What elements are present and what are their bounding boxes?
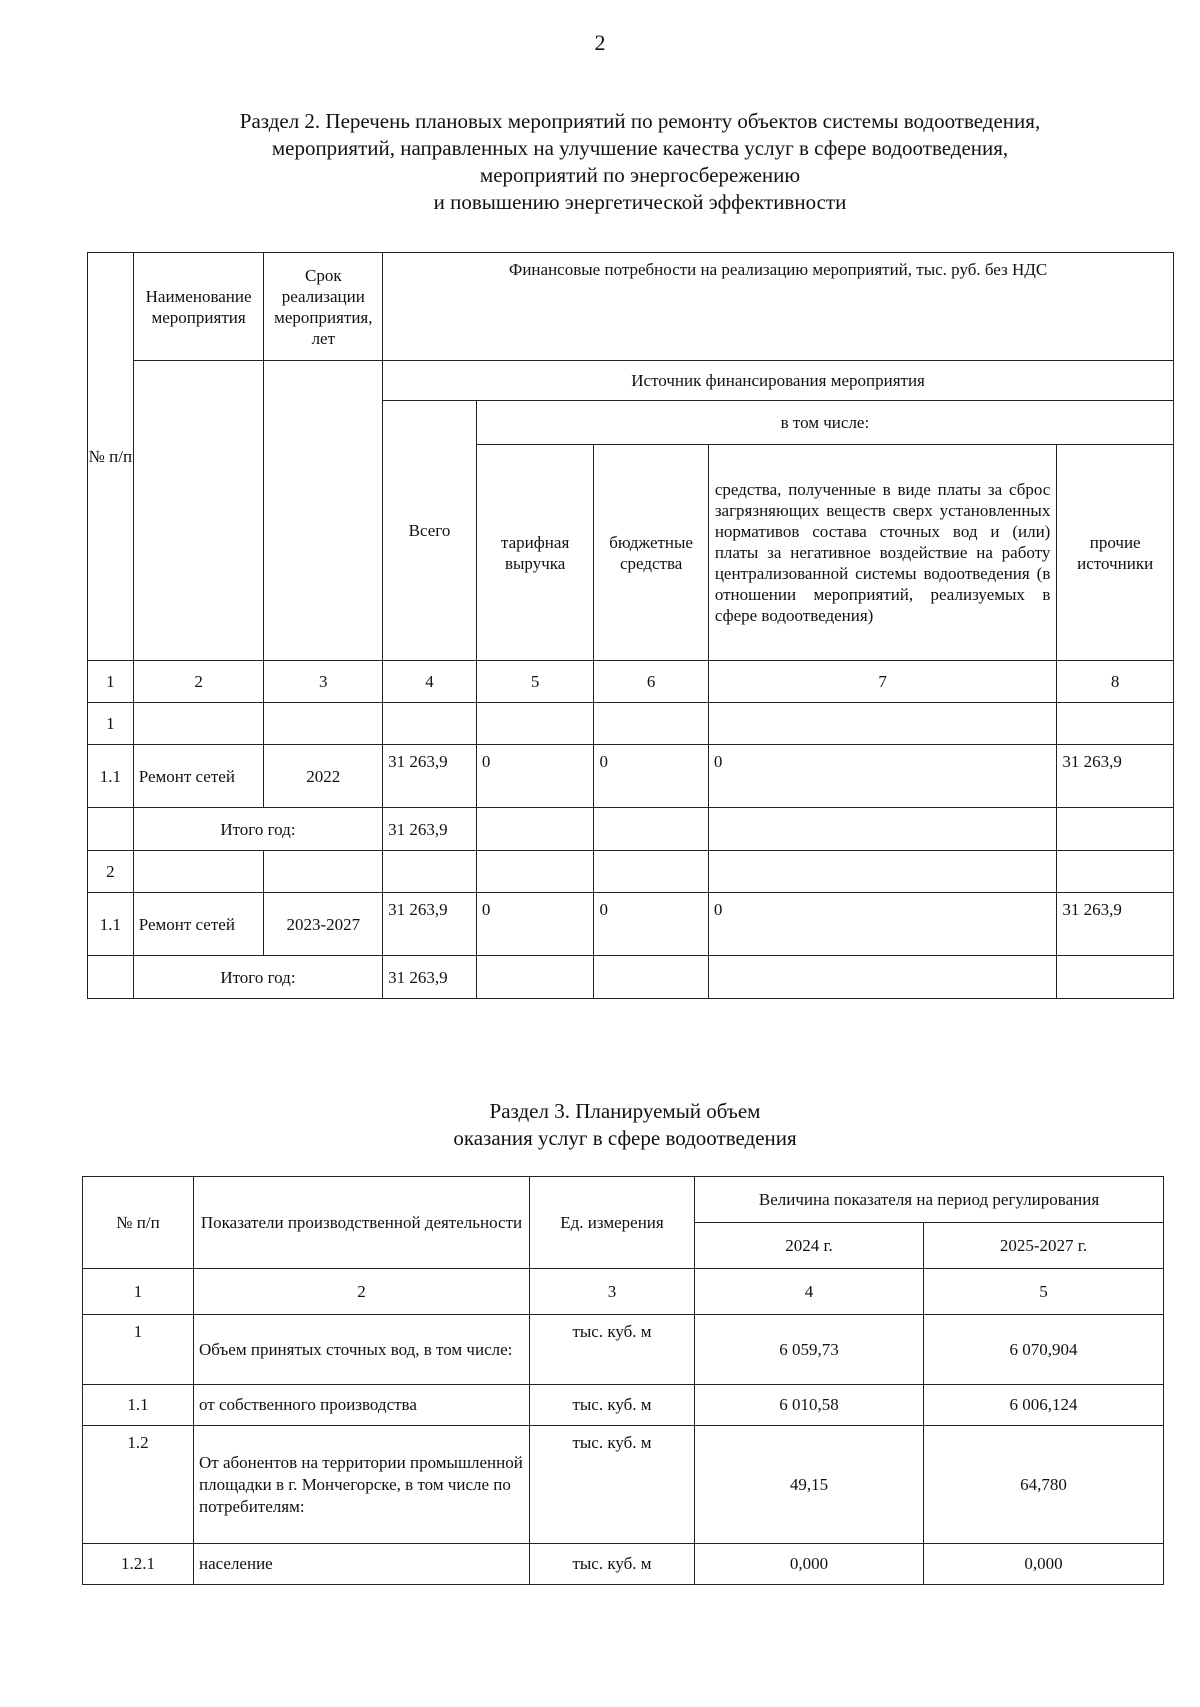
row-total: 31 263,9 (383, 893, 477, 956)
row-value-2024: 6 010,58 (695, 1385, 924, 1426)
row-tariff: 0 (476, 893, 594, 956)
header-unit: Ед. измерения (530, 1177, 695, 1269)
header-other: прочие источники (1057, 445, 1174, 661)
row-name: От абонентов на территории промышленной площадки в г. Мончегорске, в том числе по потребителям: (194, 1426, 530, 1544)
section3-title (25, 1098, 1200, 1152)
row-value-2025-2027: 6 070,904 (924, 1315, 1164, 1385)
table-row (88, 893, 1174, 956)
header-name: Наименование мероприятия (133, 253, 264, 361)
row-num: 1.2.1 (83, 1544, 194, 1585)
section2-title-line: мероприятий по энергосбережению (479, 163, 801, 187)
header-source: Источник финансирования мероприятия (383, 361, 1174, 401)
subtotal-value: 31 263,9 (383, 808, 477, 851)
row-term: 2023-2027 (264, 893, 383, 956)
section2-title (40, 108, 1200, 216)
header-including: в том числе: (476, 401, 1173, 445)
header-term-blank (264, 361, 383, 661)
row-name: Объем принятых сточных вод, в том числе: (194, 1315, 530, 1385)
row-other: 31 263,9 (1057, 893, 1174, 956)
row-other: 31 263,9 (1057, 745, 1174, 808)
header-finance: Финансовые потребности на реализацию мероприятий, тыс. руб. без НДС (383, 253, 1174, 361)
row-budget: 0 (594, 745, 708, 808)
section2-title-line: и повышению энергетической эффективности (433, 190, 847, 214)
row-num: 1.2 (83, 1426, 194, 1544)
row-name: от собственного производства (194, 1385, 530, 1426)
header-indicators: Показатели производственной деятельности (194, 1177, 530, 1269)
header-budget: бюджетные средства (594, 445, 708, 661)
row-budget: 0 (594, 893, 708, 956)
header-year-2024: 2024 г. (695, 1223, 924, 1269)
row-unit: тыс. куб. м (530, 1385, 695, 1426)
row-unit: тыс. куб. м (530, 1544, 695, 1585)
col-number: 3 (530, 1269, 695, 1315)
row-value-2025-2027: 0,000 (924, 1544, 1164, 1585)
section3-title-line: Раздел 3. Планируемый объем (489, 1099, 761, 1123)
subtotal-label: Итого год: (133, 808, 382, 851)
col-number: 3 (264, 661, 383, 703)
header-name-blank (133, 361, 264, 661)
section2-title-line: мероприятий, направленных на улучшение качества услуг в сфере водоотведения, (271, 136, 1009, 160)
col-number: 6 (594, 661, 708, 703)
row-name: Ремонт сетей (133, 745, 264, 808)
row-total: 31 263,9 (383, 745, 477, 808)
header-tariff: тарифная выручка (476, 445, 594, 661)
table-row (83, 1544, 1164, 1585)
section3-title-line: оказания услуг в сфере водоотведения (453, 1126, 797, 1150)
header-fees: средства, полученные в виде платы за сброс загрязняющих веществ сверх установленных нормативов состава сточных вод и (или) платы за негативное воздействие на работу централизованной системы водоотведения (в отношении мероприятий, реализуемых в сфере водоотведения) (708, 445, 1057, 661)
header-num: № п/п (88, 253, 134, 661)
subtotal-value: 31 263,9 (383, 956, 477, 999)
row-unit: тыс. куб. м (530, 1426, 695, 1544)
col-number: 5 (924, 1269, 1164, 1315)
activities-table (87, 252, 1174, 999)
header-term: Срок реализации мероприятия, лет (264, 253, 383, 361)
group-num: 1 (88, 703, 134, 745)
row-num: 1.1 (88, 893, 134, 956)
row-fees: 0 (708, 745, 1057, 808)
row-value-2024: 0,000 (695, 1544, 924, 1585)
header-num: № п/п (83, 1177, 194, 1269)
table-row (83, 1385, 1164, 1426)
row-term: 2022 (264, 745, 383, 808)
row-num: 1.1 (88, 745, 134, 808)
col-number: 2 (133, 661, 264, 703)
col-number: 4 (695, 1269, 924, 1315)
col-number: 1 (83, 1269, 194, 1315)
col-number: 2 (194, 1269, 530, 1315)
header-year-2025-2027: 2025-2027 г. (924, 1223, 1164, 1269)
row-num: 1 (83, 1315, 194, 1385)
row-name: Ремонт сетей (133, 893, 264, 956)
row-value-2025-2027: 6 006,124 (924, 1385, 1164, 1426)
row-value-2024: 6 059,73 (695, 1315, 924, 1385)
section2-title-line: Раздел 2. Перечень плановых мероприятий по ремонту объектов системы водоотведения, (239, 109, 1041, 133)
subtotal-label: Итого год: (133, 956, 382, 999)
row-value-2024: 49,15 (695, 1426, 924, 1544)
row-value-2025-2027: 64,780 (924, 1426, 1164, 1544)
subtotal-row (88, 956, 1174, 999)
col-number: 7 (708, 661, 1057, 703)
header-value: Величина показателя на период регулирования (695, 1177, 1164, 1223)
group-num: 2 (88, 851, 134, 893)
row-fees: 0 (708, 893, 1057, 956)
row-unit: тыс. куб. м (530, 1315, 695, 1385)
table-row (88, 745, 1174, 808)
table-row (83, 1426, 1164, 1544)
table-row (83, 1315, 1164, 1385)
row-name: население (194, 1544, 530, 1585)
row-tariff: 0 (476, 745, 594, 808)
col-number: 8 (1057, 661, 1174, 703)
col-number: 4 (383, 661, 477, 703)
subtotal-row (88, 808, 1174, 851)
page-number: 2 (594, 30, 606, 55)
col-number: 5 (476, 661, 594, 703)
row-num: 1.1 (83, 1385, 194, 1426)
service-volume-table (82, 1176, 1164, 1585)
header-total: Всего (383, 401, 477, 661)
col-number: 1 (88, 661, 134, 703)
